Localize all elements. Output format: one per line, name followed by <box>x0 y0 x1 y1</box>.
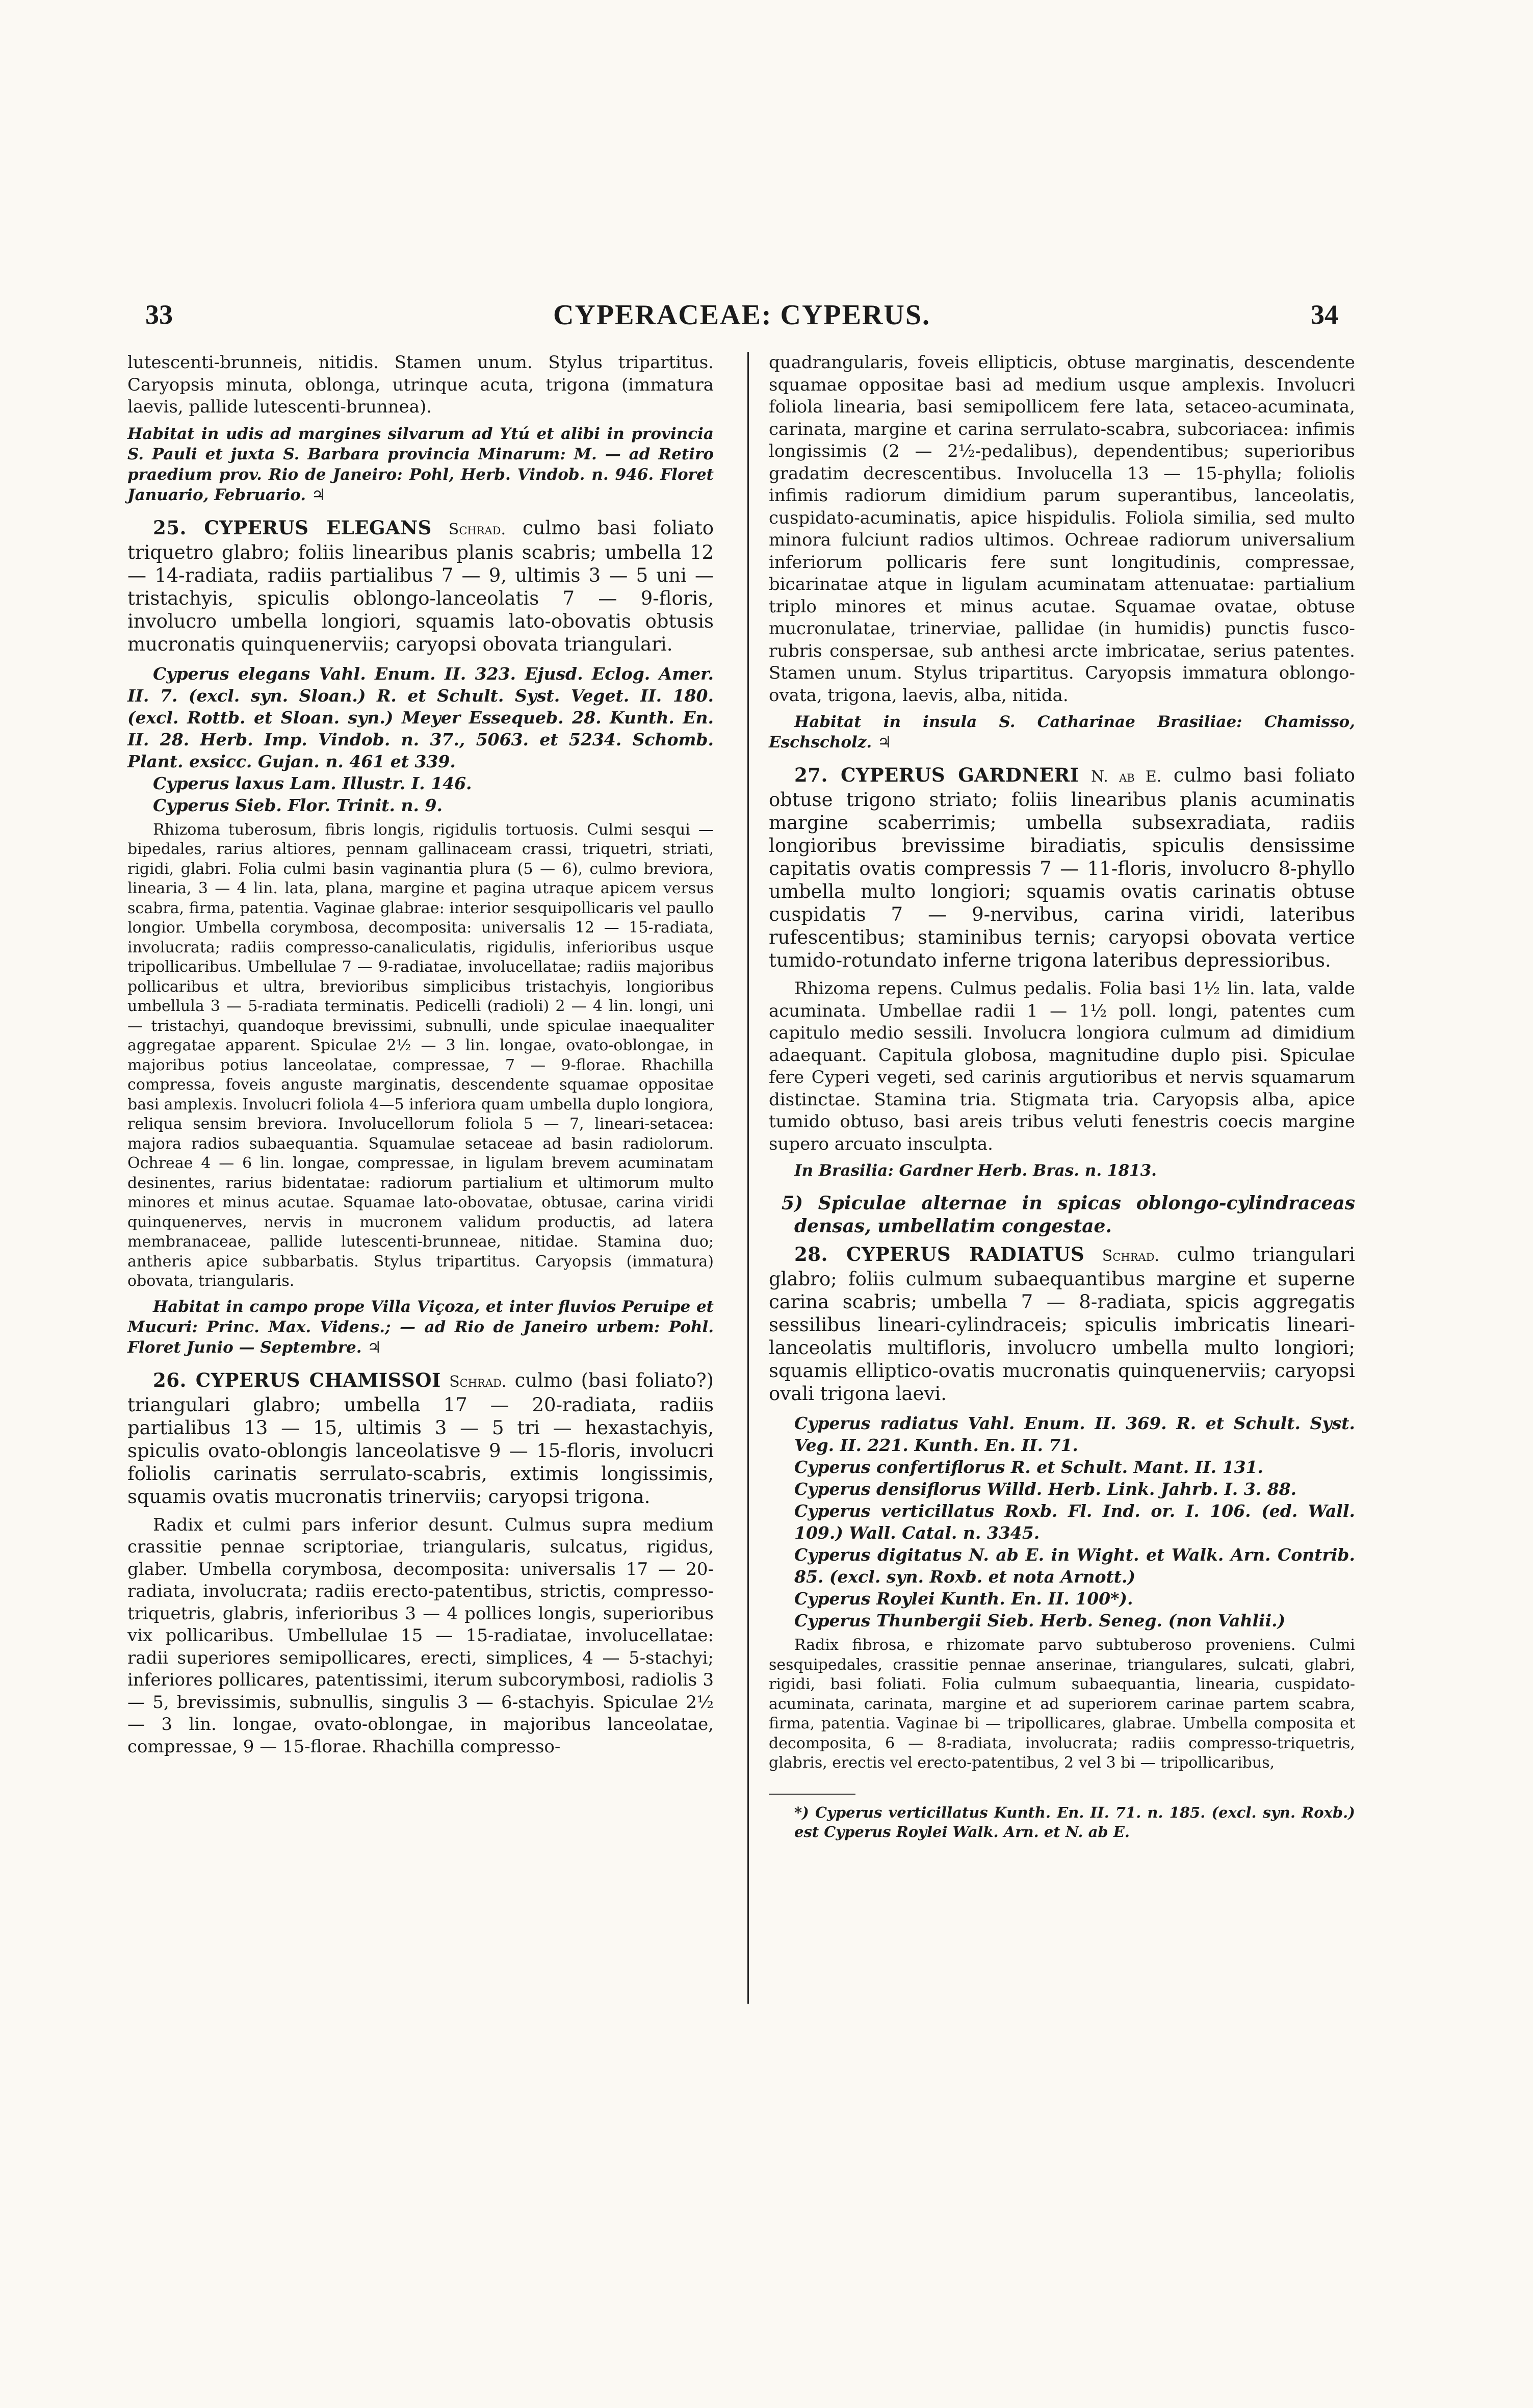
column-divider <box>747 352 749 2004</box>
species-25-author: Schrad. <box>448 520 506 538</box>
species-28-synonyms <box>769 1412 1355 1632</box>
species-28-heading <box>769 1243 1355 1405</box>
species-28-diagnosis: culmo triangulari glabro; foliis culmum subaequantibus margine et superne carina scabris; umbella 7 — 8-radiata, spicis aggregatis sessilibus lineari-cylindraceis; spiculis imbricatis lineari-lanceolatis multifloris, involucro umbella multo longiori; squamis elliptico-ovatis mucronatis quinquenerviis; caryopsi ovali trigona laevi. <box>769 1244 1356 1405</box>
species-28-author: Schrad. <box>1102 1247 1160 1265</box>
species-26-description-continued: quadrangularis, foveis ellipticis, obtuse marginatis, descendente squamae oppositae basi ad medium usque amplexis. Involucri foliola linearia, basi semipollicem fere lata, setaceo-acuminata, carinata, margine et carina serrulato-scabra, subcoriacea: infimis longissimis (2 — 2½-pedalibus), dependentibus; superioribus gradatim decrescentibus. Involucella 13 — 15-phylla; foliolis infimis radiorum dimidium parum superantibus, lanceolatis, cuspidato-acuminatis, apice hispidulis. Foliola similia, sed multo minora fulciunt radios ultimos. Ochreae radiorum universalium inferiorum pollicaris fere sunt longitudinis, compressae, bicarinatae atque in ligulam acuminatam attenuatae: partialium triplo minores et minus acutae. Squamae ovatae, obtuse mucronulatae, trinerviae, pallidae (in humidis) punctis fusco-rubris conspersae, sub anthesi arcte imbricatae, serius patentes. Stamen unum. Stylus tripartitus. Caryopsis immatura oblongo-ovata, trigona, laevis, alba, nitida. <box>769 352 1355 706</box>
running-title: CYPERACEAE: CYPERUS. <box>553 299 931 331</box>
species-27-author: N. ab E. <box>1090 768 1162 786</box>
synonym-entry: Cyperus elegans Vahl. Enum. II. 323. Ejusd. Eclog. Amer. II. 7. (excl. syn. Sloan.) R. et Schult. Syst. Veget. II. 180. (excl. Rottb. et Sloan. syn.) Meyer Essequeb. 28. Kunth. En. II. 28. Herb. Imp. Vindob. n. 37., 5063. et 5234. Schomb. Plant. exsicc. Gujan. n. 461 et 339. <box>127 663 714 771</box>
species-25-diagnosis: culmo basi foliato triquetro glabro; foliis linearibus planis scabris; umbella 12 — 14-radiata, radiis partialibus 7 — 9, ultimis 3 — 5 uni — tristachyis, spiculis oblongo-lanceolatis 7 — 9-floris, involucro umbella longiori, squamis lato-obovatis obtusis mucronatis quinquenerviis; caryopsi obovata triangulari. <box>127 516 714 655</box>
species-25-heading <box>127 516 714 656</box>
species-28-name: 28. CYPERUS RADIATUS <box>794 1243 1085 1265</box>
species-25-synonyms <box>127 663 714 816</box>
species-26-heading <box>127 1369 714 1508</box>
species-27-heading <box>769 764 1355 972</box>
species-26-author: Schrad. <box>449 1373 507 1391</box>
footnote-rule <box>769 1794 855 1795</box>
page-header <box>145 299 1338 345</box>
page-number-left: 33 <box>145 299 173 330</box>
group-5-heading: 5) Spiculae alternae in spicas oblongo-cylindraceas densas, umbellatim congestae. <box>782 1193 1355 1237</box>
synonym-entry: Cyperus Roylei Kunth. En. II. 100*). <box>794 1589 1133 1609</box>
species-26-habitat: Habitat in insula S. Catharinae Brasiliae: Chamisso, Eschscholz. ♃ <box>769 713 1355 752</box>
synonym-entry: Cyperus radiatus Vahl. Enum. II. 369. R. et Schult. Syst. Veg. II. 221. Kunth. En. II. 71. <box>794 1413 1355 1455</box>
synonym-entry: Cyperus digitatus N. ab E. in Wight. et Walk. Arn. Contrib. 85. (excl. syn. Roxb. et nota Arnott.) <box>794 1545 1355 1587</box>
synonym-entry: Cyperus laxus Lam. Illustr. I. 146. <box>153 773 472 793</box>
intro-text: lutescenti-brunneis, nitidis. Stamen unum. Stylus tripartitus. Caryopsis minuta, oblonga, utrinque acuta, trigona (immatura laevis, pallide lutescenti-brunnea). <box>127 352 714 417</box>
synonym-entry: Cyperus confertiflorus R. et Schult. Mant. II. 131. <box>794 1457 1264 1477</box>
species-27-diagnosis: culmo basi foliato obtuse trigono striato; foliis linearibus planis acuminatis margine scaberrimis; umbella subsexradiata, radiis longioribus brevissime biradiatis, spiculis densissime capitatis ovatis compressis 7 — 11-floris, involucro 8-phyllo umbella multo longiori; squamis ovatis carinatis obtuse cuspidatis 7 — 9-nervibus, carina viridi, lateribus rufescentibus; staminibus ternis; caryopsi obovata vertice tumido-rotundato inferne trigona lateribus depressioribus. <box>769 764 1356 971</box>
species-27-name: 27. CYPERUS GARDNERI <box>794 764 1079 786</box>
intro-habitat: Habitat in udis ad margines silvarum ad Ytú et alibi in provincia S. Pauli et juxta S. Barbara provincia Minarum: M. — ad Retiro praedium prov. Rio de Janeiro: Pohl, Herb. Vindob. n. 946. Floret Januario, Februario. ♃ <box>127 424 714 504</box>
species-25-name: 25. CYPERUS ELEGANS <box>153 516 432 539</box>
species-27-habitat: In Brasilia: Gardner Herb. Bras. n. 1813. <box>794 1161 1157 1180</box>
left-column <box>127 352 714 1763</box>
page-number-right: 34 <box>1311 299 1338 330</box>
species-26-name: 26. CYPERUS CHAMISSOI <box>153 1368 441 1391</box>
right-column <box>769 352 1355 1842</box>
species-27-description: Rhizoma repens. Culmus pedalis. Folia basi 1½ lin. lata, valde acuminata. Umbellae radii 1 — 1½ poll. longi, patentes cum capitulo medio sessili. Involucra longiora culmum ad dimidium adaequant. Capitula globosa, magnitudine duplo pisi. Spiculae fere Cyperi vegeti, sed carinis argutioribus et nervis squamarum distinctae. Stamina tria. Stigmata tria. Caryopsis alba, apice tumido obtuso, basi areis tribus veluti fenestris coecis margine supero arcuato insculpta. <box>769 978 1355 1154</box>
footnote: *) Cyperus verticillatus Kunth. En. II. 71. n. 185. (excl. syn. Roxb.) est Cyperus Roylei Walk. Arn. et N. ab E. <box>794 1803 1355 1841</box>
synonym-entry: Cyperus Sieb. Flor. Trinit. n. 9. <box>153 795 443 815</box>
species-26-description: Radix et culmi pars inferior desunt. Culmus supra medium crassitie pennae scriptoriae, triangularis, sulcatus, rigidus, glaber. Umbella corymbosa, decomposita: universalis 17 — 20-radiata, involucrata; radiis erecto-patentibus, strictis, compresso-triquetris, glabris, inferioribus 3 — 4 pollices longis, superioribus vix pollicaribus. Umbellulae 15 — 15-radiatae, involucellatae: radii superiores semipollicares, erecti, simplices, 4 — 5-stachyi; inferiores pollicares, patentissimi, iterum subcorymbosi, radiolis 3 — 5, brevissimis, subnullis, singulis 3 — 6-stachyis. Spiculae 2½ — 3 lin. longae, ovato-oblongae, in majoribus lanceolatae, compressae, 9 — 15-florae. Rhachilla compresso- <box>127 1514 714 1757</box>
synonym-entry: Cyperus Thunbergii Sieb. Herb. Seneg. (non Vahlii.) <box>794 1611 1286 1630</box>
synonym-entry: Cyperus verticillatus Roxb. Fl. Ind. or. I. 106. (ed. Wall. 109.) Wall. Catal. n. 3345. <box>794 1501 1355 1543</box>
species-26-diagnosis: culmo (basi foliato?) triangulari glabro; umbella 17 — 20-radiata, radiis partialibus 13 — 15, ultimis 3 — 5 tri — hexastachyis, spiculis ovato-oblongis lanceolatisve 9 — 15-floris, involucri foliolis carinatis serrulato-scabris, extimis longissimis, squamis ovatis mucronatis trinerviis; caryopsi trigona. <box>127 1369 714 1508</box>
species-28-description: Radix fibrosa, e rhizomate parvo subtuberoso proveniens. Culmi sesquipedales, crassitie pennae anserinae, triangulares, sulcati, glabri, rigidi, basi foliati. Folia culmum subaequantia, linearia, cuspidato-acuminata, carinata, margine et ad superiorem carinae partem scabra, firma, patentia. Vaginae bi — tripollicares, glabrae. Umbella composita et decomposita, 6 — 8-radiata, involucrata; radiis compresso-triquetris, glabris, erectis vel erecto-patentibus, 2 vel 3 bi — tripollicaribus, <box>769 1636 1355 1772</box>
species-25-description: Rhizoma tuberosum, fibris longis, rigidulis tortuosis. Culmi sesqui — bipedales, rarius altiores, pennam gallinaceam crassi, triquetri, striati, rigidi, glabri. Folia culmi basin vaginantia plura (5 — 6), culmo breviora, linearia, 3 — 4 lin. lata, plana, margine et pagina utraque apicem versus scabra, firma, patentia. Vaginae glabrae: interior sesquipollicaris vel paullo longior. Umbella corymbosa, decomposita: universalis 12 — 15-radiata, involucrata; radiis compresso-canaliculatis, rigidulis, inferioribus usque tripollicaribus. Umbellulae 7 — 9-radiatae, involucellatae; radiis majoribus pollicaribus et ultra, brevioribus simplicibus tristachyis, longioribus umbellula 3 — 5-radiata terminatis. Pedicelli (radioli) 2 — 4 lin. longi, uni — tristachyi, quandoque brevissimi, subnulli, unde spiculae inaequaliter aggregatae apparent. Spiculae 2½ — 3 lin. longae, ovato-oblongae, in majoribus potius lanceolatae, compressae, 7 — 9-florae. Rhachilla compressa, foveis anguste marginatis, descendente squamae oppositae basi amplexis. Involucri foliola 4—5 inferiora quam umbella duplo longiora, reliqua sensim breviora. Involucellorum foliola 5 — 7, lineari-setacea: majora radios subaequantia. Squamulae setaceae ad basin radiolorum. Ochreae 4 — 6 lin. longae, compressae, in ligulam brevem acuminatam desinentes, rarius bidentatae: radiorum partialium et ultimorum multo minores et minus acutae. Squamae lato-obovatae, obtusae, carina viridi quinquenerves, nervis in mucronem validum productis, ad latera membranaceae, pallide lutescenti-brunneae, nitidae. Stamina duo; antheris apice subbarbatis. Stylus tripartitus. Caryopsis (immatura) obovata, triangularis. <box>127 820 714 1290</box>
synonym-entry: Cyperus densiflorus Willd. Herb. Link. Jahrb. I. 3. 88. <box>794 1479 1297 1499</box>
species-25-habitat: Habitat in campo prope Villa Viçoza, et inter fluvios Peruipe et Mucuri: Princ. Max. Videns.; — ad Rio de Janeiro urbem: Pohl. Floret Junio — Septembre. ♃ <box>127 1297 714 1357</box>
